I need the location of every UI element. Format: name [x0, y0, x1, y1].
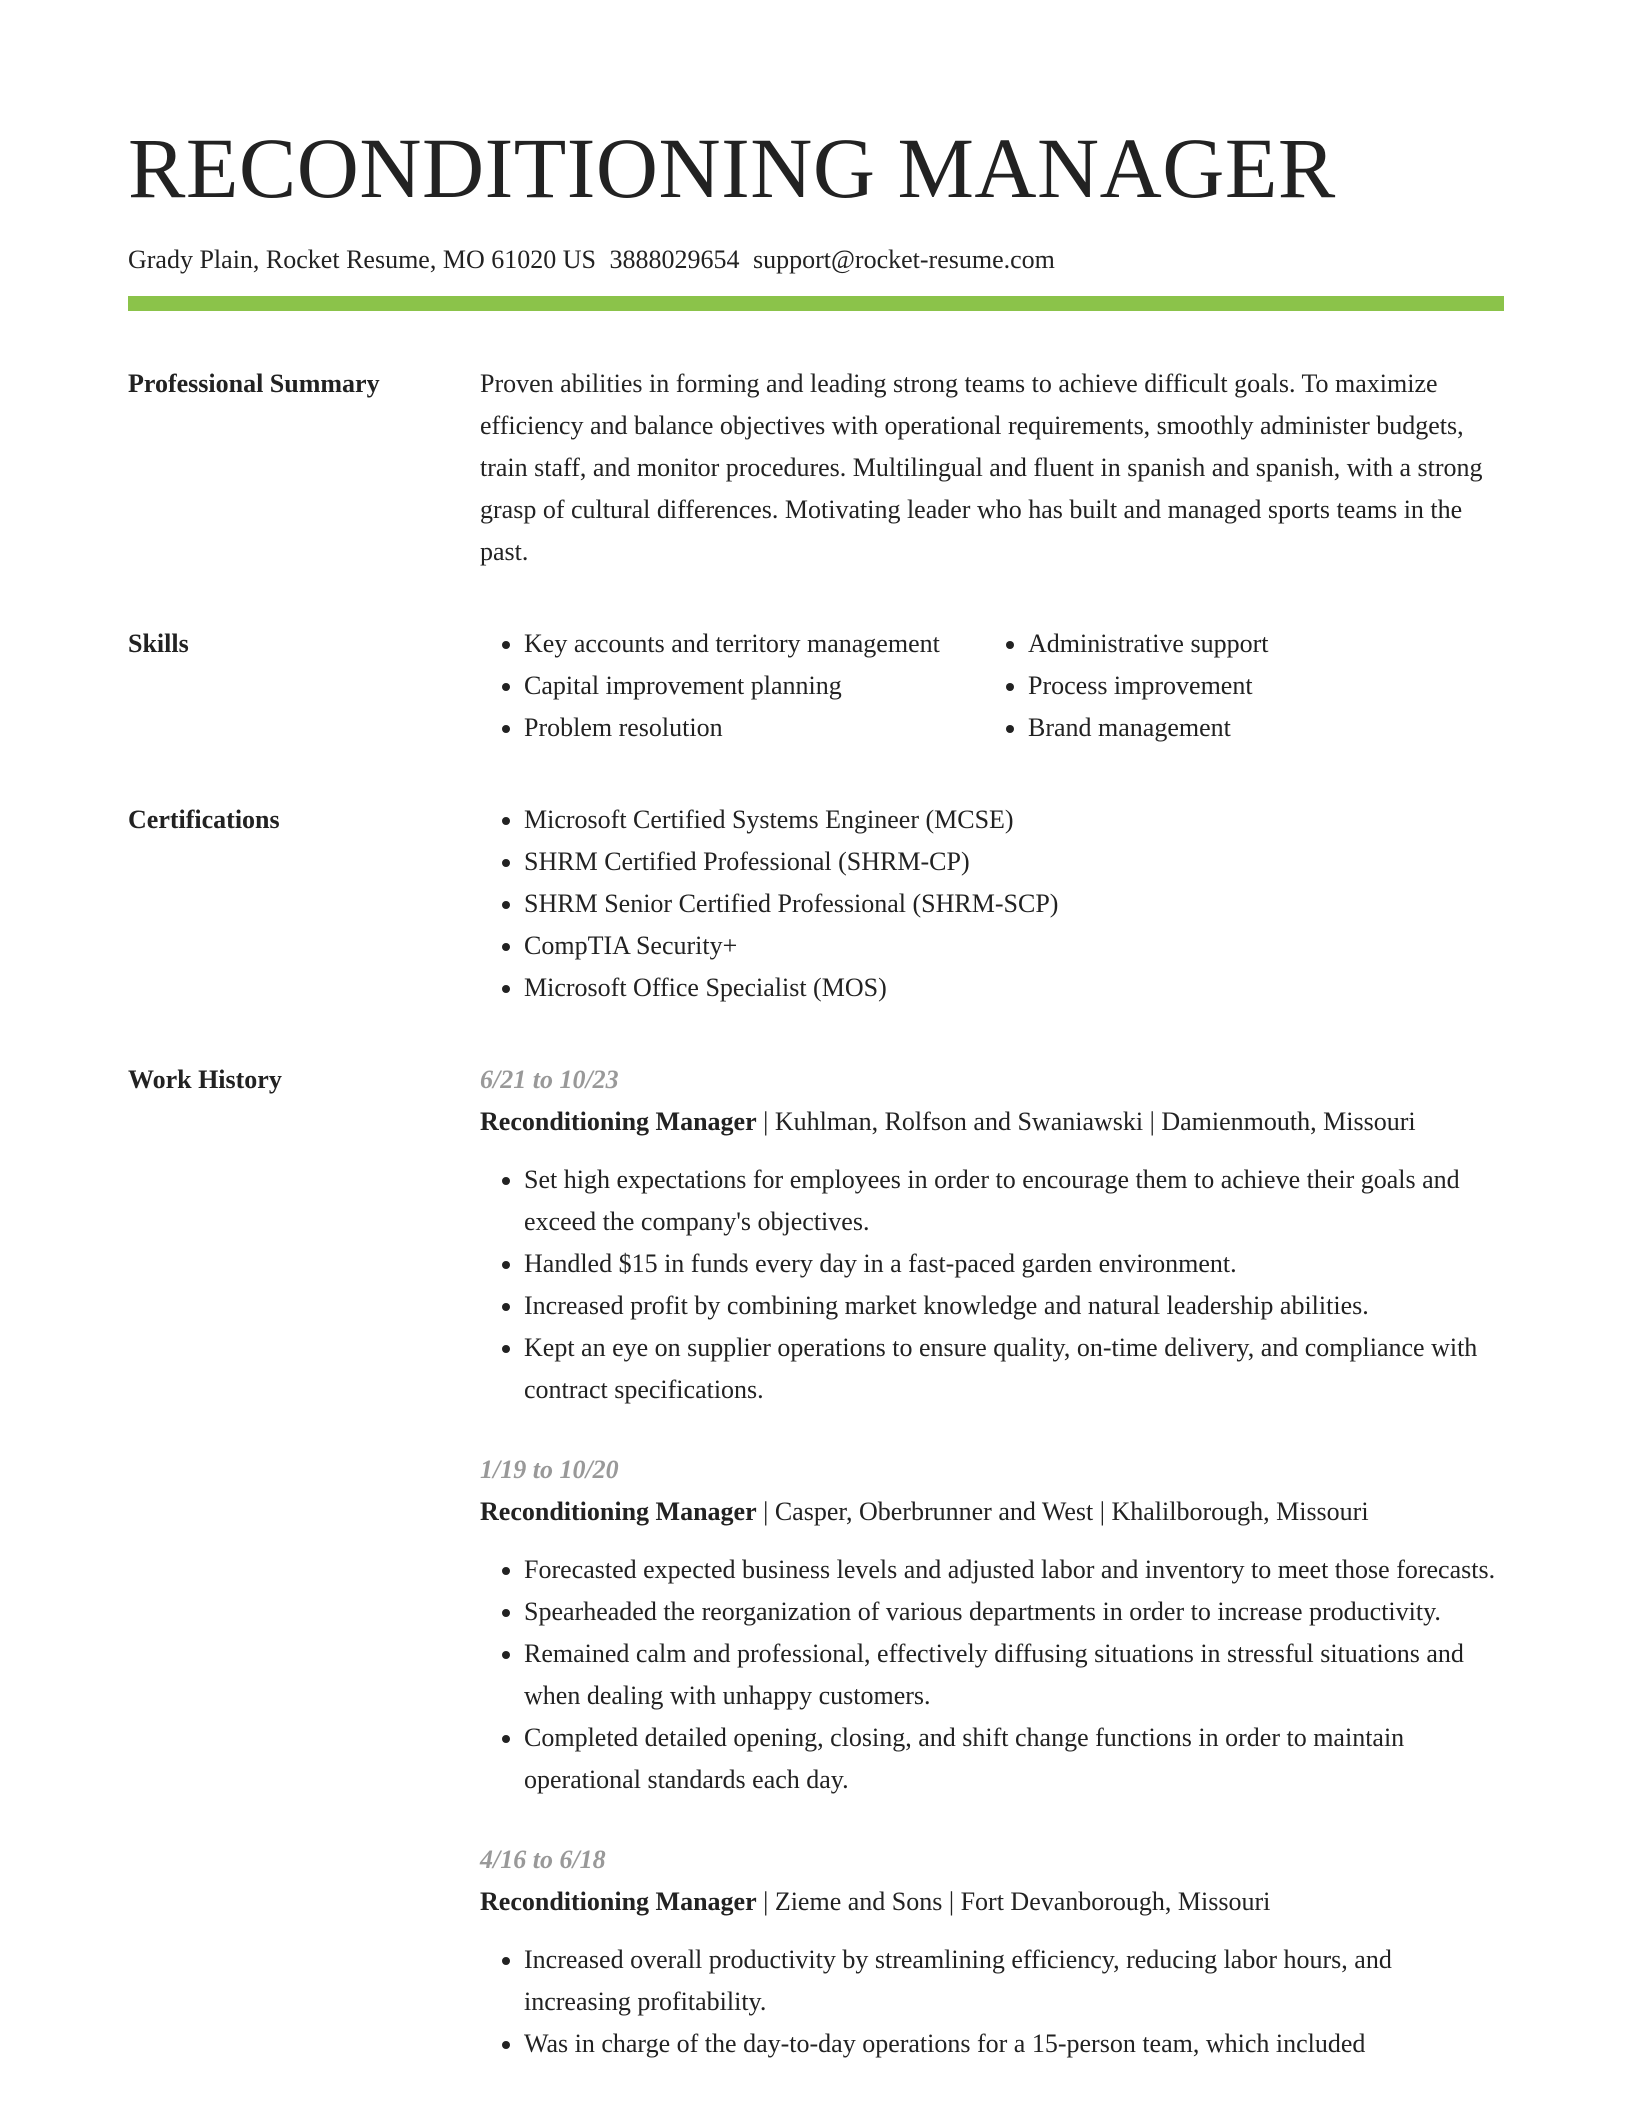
job-header — [480, 1101, 1504, 1143]
job-bullet: • Was in charge of the day-to-day operations for a 15-person team, which included — [524, 2023, 1504, 2065]
summary-heading: Professional Summary — [128, 369, 380, 398]
resume-page — [128, 118, 1504, 2103]
contact-address: Grady Plain, Rocket Resume, MO 61020 US — [128, 245, 596, 274]
skill-item: • Problem resolution — [524, 707, 984, 749]
job-bullet: • Kept an eye on supplier operations to ensure quality, on-time delivery, and compliance with contract specifications. — [524, 1327, 1504, 1411]
job-bullet: • Completed detailed opening, closing, and shift change functions in order to maintain operational standards each day. — [524, 1717, 1504, 1801]
work-history-section — [128, 1059, 1504, 2103]
skill-item: • Capital improvement planning — [524, 665, 984, 707]
job-bullets — [480, 1159, 1504, 1411]
job-bullets — [480, 1939, 1504, 2065]
summary-text: Proven abilities in forming and leading strong teams to achieve difficult goals. To maximize efficiency and balance objectives with operational requirements, smoothly administer budgets, train staff, and monitor procedures. Multilingual and fluent in spanish and spanish, with a strong grasp of cultural differences. Motivating leader who has built and managed sports teams in the past. — [480, 369, 1483, 566]
job-company: Kuhlman, Rolfson and Swaniawski — [774, 1107, 1144, 1136]
job-role: Reconditioning Manager — [480, 1497, 757, 1526]
work-history-heading: Work History — [128, 1065, 282, 1094]
job-bullet: • Spearheaded the reorganization of various departments in order to increase productivity. — [524, 1591, 1504, 1633]
job-entry — [480, 1059, 1504, 1411]
skill-item: • Brand management — [1028, 707, 1268, 749]
job-location: Damienmouth, Missouri — [1161, 1107, 1416, 1136]
job-header — [480, 1881, 1504, 1923]
certifications-heading: Certifications — [128, 805, 280, 834]
job-entry — [480, 1449, 1504, 1801]
contact-phone: 3888029654 — [609, 245, 740, 274]
job-dates: 6/21 to 10/23 — [480, 1065, 619, 1094]
summary-section — [128, 363, 1504, 573]
certifications-section — [128, 799, 1504, 1009]
separator: | — [948, 1887, 955, 1916]
job-bullet: • Remained calm and professional, effectively diffusing situations in stressful situations and when dealing with unhappy customers. — [524, 1633, 1504, 1717]
accent-divider — [128, 296, 1504, 311]
job-bullet: • Forecasted expected business levels and adjusted labor and inventory to meet those forecasts. — [524, 1549, 1504, 1591]
job-bullet: • Set high expectations for employees in order to encourage them to achieve their goals and exceed the company's objectives. — [524, 1159, 1504, 1243]
job-bullet: • Increased overall productivity by streamlining efficiency, reducing labor hours, and increasing profitability. — [524, 1939, 1504, 2023]
job-company: Zieme and Sons — [774, 1887, 943, 1916]
job-bullet: • Increased profit by combining market knowledge and natural leadership abilities. — [524, 1285, 1504, 1327]
job-entry — [480, 1839, 1504, 2065]
separator: | — [763, 1887, 769, 1916]
separator: | — [1149, 1107, 1155, 1136]
separator: | — [763, 1497, 769, 1526]
job-location: Fort Devanborough, Missouri — [960, 1887, 1271, 1916]
job-role: Reconditioning Manager — [480, 1107, 757, 1136]
certification-item: • CompTIA Security+ — [524, 925, 1504, 967]
job-bullets — [480, 1549, 1504, 1801]
separator: | — [1099, 1497, 1105, 1526]
job-role: Reconditioning Manager — [480, 1887, 757, 1916]
job-location: Khalilborough, Missouri — [1111, 1497, 1369, 1526]
certification-item: • SHRM Certified Professional (SHRM-CP) — [524, 841, 1504, 883]
skills-list-right — [984, 623, 1268, 749]
certifications-list — [480, 799, 1504, 1009]
certification-item: • Microsoft Certified Systems Engineer (MCSE) — [524, 799, 1504, 841]
contact-line — [128, 244, 1504, 276]
separator: | — [763, 1107, 769, 1136]
skills-heading: Skills — [128, 629, 189, 658]
job-header — [480, 1491, 1504, 1533]
certification-item: • Microsoft Office Specialist (MOS) — [524, 967, 1504, 1009]
skills-section — [128, 623, 1504, 749]
resume-title: RECONDITIONING MANAGER — [128, 120, 1336, 216]
skill-item: • Administrative support — [1028, 623, 1268, 665]
certification-item: • SHRM Senior Certified Professional (SHRM-SCP) — [524, 883, 1504, 925]
skill-item: • Key accounts and territory management — [524, 623, 984, 665]
skills-list-left — [480, 623, 984, 749]
job-dates: 1/19 to 10/20 — [480, 1455, 619, 1484]
contact-email: support@rocket-resume.com — [752, 245, 1055, 274]
job-company: Casper, Oberbrunner and West — [774, 1497, 1094, 1526]
job-bullet: • Handled $15 in funds every day in a fast-paced garden environment. — [524, 1243, 1504, 1285]
job-dates: 4/16 to 6/18 — [480, 1845, 606, 1874]
skill-item: • Process improvement — [1028, 665, 1268, 707]
